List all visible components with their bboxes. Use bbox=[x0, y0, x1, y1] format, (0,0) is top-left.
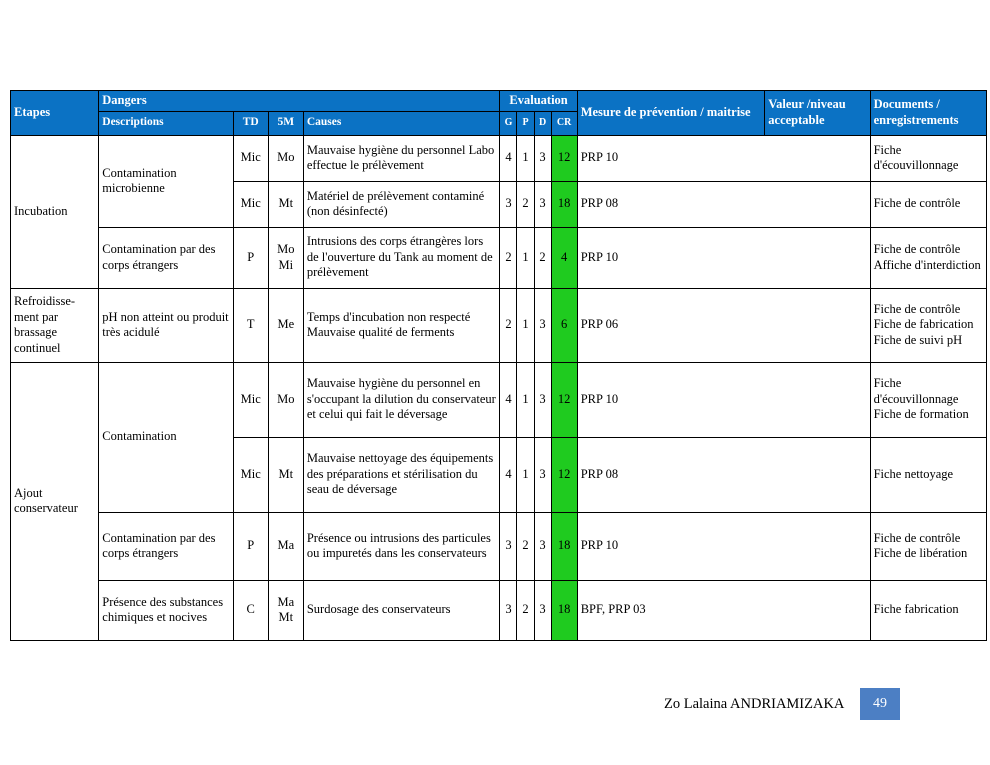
g-cell: 4 bbox=[500, 362, 517, 437]
cr-cell: 6 bbox=[551, 288, 577, 362]
causes-cell: Mauvaise hygiène du personnel Labo effectue le prélèvement bbox=[303, 135, 500, 181]
header-p: P bbox=[517, 111, 534, 135]
header-5m: 5M bbox=[268, 111, 303, 135]
causes-cell: Mauvaise nettoyage des équipements des préparations et stérilisation du seau de déversage bbox=[303, 437, 500, 512]
haccp-table bbox=[10, 90, 987, 641]
fivem-cell: Me bbox=[268, 288, 303, 362]
fivem-cell: Mo bbox=[268, 135, 303, 181]
header-d: D bbox=[534, 111, 551, 135]
footer-author: Zo Lalaina ANDRIAMIZAKA bbox=[664, 696, 845, 712]
d-cell: 3 bbox=[534, 512, 551, 580]
documents-cell: Fiche de contrôle Affiche d'interdiction bbox=[870, 227, 986, 288]
cr-cell: 12 bbox=[551, 362, 577, 437]
p-cell: 2 bbox=[517, 512, 534, 580]
etape-cell: Ajout conservateur bbox=[11, 362, 99, 640]
d-cell: 3 bbox=[534, 181, 551, 227]
documents-cell: Fiche de contrôle Fiche de fabrication Fiche de suivi pH bbox=[870, 288, 986, 362]
td-cell: Mic bbox=[233, 362, 268, 437]
g-cell: 3 bbox=[500, 512, 517, 580]
header-cr: CR bbox=[551, 111, 577, 135]
fivem-cell: Mo bbox=[268, 362, 303, 437]
td-cell: Mic bbox=[233, 181, 268, 227]
header-evaluation: Evaluation bbox=[500, 91, 577, 112]
g-cell: 4 bbox=[500, 135, 517, 181]
etape-cell: Refroidisse-ment par brassage continuel bbox=[11, 288, 99, 362]
causes-cell: Temps d'incubation non respecté Mauvaise qualité de ferments bbox=[303, 288, 500, 362]
table-row bbox=[11, 227, 987, 288]
fivem-cell: Ma Mt bbox=[268, 580, 303, 640]
header-valeur: Valeur /niveau acceptable bbox=[765, 91, 870, 136]
description-cell: Contamination bbox=[99, 362, 233, 512]
d-cell: 3 bbox=[534, 135, 551, 181]
description-cell: Présence des substances chimiques et nocives bbox=[99, 580, 233, 640]
p-cell: 1 bbox=[517, 437, 534, 512]
description-cell: pH non atteint ou produit très acidulé bbox=[99, 288, 233, 362]
mesure-cell: PRP 10 bbox=[577, 135, 870, 181]
documents-cell: Fiche de contrôle bbox=[870, 181, 986, 227]
table-row bbox=[11, 135, 987, 181]
page-number: 49 bbox=[860, 688, 900, 720]
documents-cell: Fiche de contrôle Fiche de libération bbox=[870, 512, 986, 580]
header-etapes: Etapes bbox=[11, 91, 99, 136]
mesure-cell: PRP 06 bbox=[577, 288, 870, 362]
causes-cell: Intrusions des corps étrangères lors de l'ouverture du Tank au moment de prélèvement bbox=[303, 227, 500, 288]
cr-cell: 12 bbox=[551, 437, 577, 512]
causes-cell: Présence ou intrusions des particules ou impuretés dans les conservateurs bbox=[303, 512, 500, 580]
fivem-cell: Ma bbox=[268, 512, 303, 580]
td-cell: P bbox=[233, 227, 268, 288]
cr-cell: 18 bbox=[551, 580, 577, 640]
g-cell: 2 bbox=[500, 288, 517, 362]
header-dangers: Dangers bbox=[99, 91, 500, 112]
p-cell: 1 bbox=[517, 288, 534, 362]
fivem-cell: Mo Mi bbox=[268, 227, 303, 288]
cr-cell: 18 bbox=[551, 181, 577, 227]
cr-cell: 4 bbox=[551, 227, 577, 288]
mesure-cell: PRP 10 bbox=[577, 227, 870, 288]
header-descriptions: Descriptions bbox=[99, 111, 233, 135]
documents-cell: Fiche nettoyage bbox=[870, 437, 986, 512]
etape-cell: Incubation bbox=[11, 135, 99, 288]
causes-cell: Matériel de prélèvement contaminé (non désinfecté) bbox=[303, 181, 500, 227]
fivem-cell: Mt bbox=[268, 181, 303, 227]
cr-cell: 18 bbox=[551, 512, 577, 580]
d-cell: 3 bbox=[534, 437, 551, 512]
documents-cell: Fiche d'écouvillonnage bbox=[870, 135, 986, 181]
d-cell: 2 bbox=[534, 227, 551, 288]
td-cell: Mic bbox=[233, 437, 268, 512]
table-row bbox=[11, 580, 987, 640]
p-cell: 2 bbox=[517, 181, 534, 227]
g-cell: 3 bbox=[500, 580, 517, 640]
causes-cell: Mauvaise hygiène du personnel en s'occupant la dilution du conservateur et celui qui fait le déversage bbox=[303, 362, 500, 437]
description-cell: Contamination microbienne bbox=[99, 135, 233, 227]
p-cell: 2 bbox=[517, 580, 534, 640]
d-cell: 3 bbox=[534, 288, 551, 362]
mesure-cell: PRP 10 bbox=[577, 362, 870, 437]
td-cell: T bbox=[233, 288, 268, 362]
mesure-cell: PRP 08 bbox=[577, 437, 870, 512]
mesure-cell: PRP 08 bbox=[577, 181, 870, 227]
td-cell: P bbox=[233, 512, 268, 580]
header-causes: Causes bbox=[303, 111, 500, 135]
mesure-cell: PRP 10 bbox=[577, 512, 870, 580]
p-cell: 1 bbox=[517, 362, 534, 437]
g-cell: 2 bbox=[500, 227, 517, 288]
documents-cell: Fiche d'écouvillonnage Fiche de formation bbox=[870, 362, 986, 437]
header-g: G bbox=[500, 111, 517, 135]
cr-cell: 12 bbox=[551, 135, 577, 181]
g-cell: 3 bbox=[500, 181, 517, 227]
documents-cell: Fiche fabrication bbox=[870, 580, 986, 640]
description-cell: Contamination par des corps étrangers bbox=[99, 227, 233, 288]
td-cell: C bbox=[233, 580, 268, 640]
description-cell: Contamination par des corps étrangers bbox=[99, 512, 233, 580]
header-documents: Documents / enregistrements bbox=[870, 91, 986, 136]
p-cell: 1 bbox=[517, 227, 534, 288]
d-cell: 3 bbox=[534, 580, 551, 640]
table-row bbox=[11, 288, 987, 362]
fivem-cell: Mt bbox=[268, 437, 303, 512]
header-mesure: Mesure de prévention / maitrise bbox=[577, 91, 765, 136]
d-cell: 3 bbox=[534, 362, 551, 437]
table-row bbox=[11, 512, 987, 580]
td-cell: Mic bbox=[233, 135, 268, 181]
g-cell: 4 bbox=[500, 437, 517, 512]
p-cell: 1 bbox=[517, 135, 534, 181]
mesure-cell: BPF, PRP 03 bbox=[577, 580, 870, 640]
header-td: TD bbox=[233, 111, 268, 135]
causes-cell: Surdosage des conservateurs bbox=[303, 580, 500, 640]
table-row bbox=[11, 362, 987, 437]
